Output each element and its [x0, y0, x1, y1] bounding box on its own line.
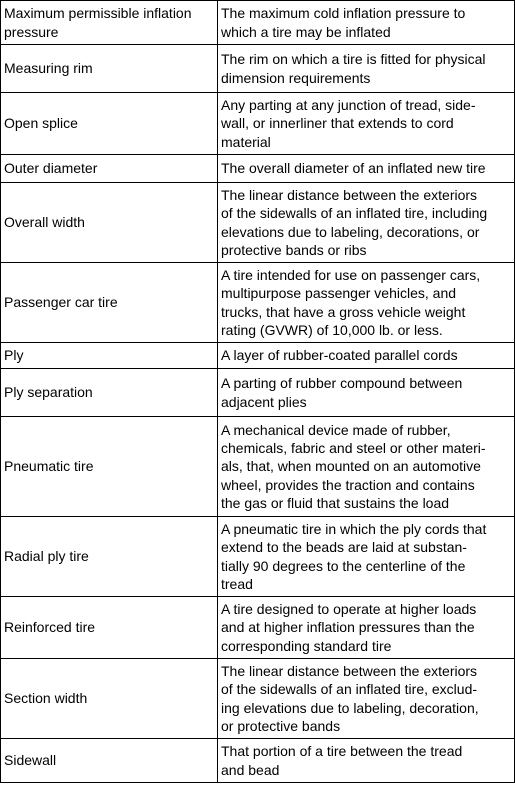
table-row	[1, 343, 515, 369]
term-cell	[1, 343, 218, 369]
definition-cell	[218, 739, 515, 783]
term-text: Pneumatic tire	[4, 458, 94, 475]
table-row	[1, 739, 515, 783]
term-cell	[1, 183, 218, 263]
table-row	[1, 155, 515, 183]
term-cell	[1, 369, 218, 417]
definition-cell	[218, 1, 515, 45]
definition-cell	[218, 517, 515, 597]
term-cell	[1, 45, 218, 93]
definition-cell	[218, 659, 515, 739]
definition-text: A parting of rubber compound between adjacent plies	[221, 375, 463, 410]
term-text: Radial ply tire	[4, 548, 89, 565]
table-row	[1, 45, 515, 93]
definition-text: A layer of rubber-coated parallel cords	[221, 347, 458, 364]
term-text: Overall width	[4, 214, 85, 231]
table-row	[1, 183, 515, 263]
term-text: Open splice	[4, 115, 78, 132]
definition-text: The linear distance between the exteriors of the sidewalls of an inflated tire, exclud- ing elevations due to labeling, decoration, or protective bands	[221, 662, 479, 734]
definition-text: A pneumatic tire in which the ply cords that extend to the beads are laid at substan- tially 90 degrees to the centerline of the tread	[221, 520, 487, 592]
term-text: Outer diameter	[4, 160, 98, 177]
table-row	[1, 417, 515, 517]
term-text: Measuring rim	[4, 60, 93, 77]
definition-cell	[218, 93, 515, 155]
term-cell	[1, 263, 218, 343]
term-text: Ply separation	[4, 384, 93, 401]
definition-text: Any parting at any junction of tread, side- wall, or innerliner that extends to cord material	[221, 97, 476, 150]
table-row	[1, 659, 515, 739]
term-cell	[1, 155, 218, 183]
definition-cell	[218, 263, 515, 343]
definition-cell	[218, 155, 515, 183]
definition-text: A tire designed to operate at higher loads and at higher inflation pressures than the corresponding standard tire	[221, 601, 477, 654]
definition-text: The maximum cold inflation pressure to which a tire may be inflated	[221, 5, 466, 40]
definition-text: A mechanical device made of rubber, chemicals, fabric and steel or other materi- als, that, when mounted on an automotive wheel, provides the traction and contains the gas or fluid that sustains the load	[221, 421, 486, 511]
term-text: Maximum permissible inflation pressure	[4, 5, 192, 40]
definition-cell	[218, 369, 515, 417]
definition-cell	[218, 45, 515, 93]
term-cell	[1, 739, 218, 783]
table-row	[1, 1, 515, 45]
table-row	[1, 597, 515, 659]
table-row	[1, 263, 515, 343]
term-text: Reinforced tire	[4, 619, 96, 636]
definition-cell	[218, 417, 515, 517]
term-cell	[1, 1, 218, 45]
definition-cell	[218, 597, 515, 659]
definition-text: That portion of a tire between the tread and bead	[221, 743, 463, 778]
definition-text: The overall diameter of an inflated new tire	[221, 160, 486, 177]
term-cell	[1, 417, 218, 517]
term-text: Ply	[4, 347, 24, 364]
definition-text: The rim on which a tire is fitted for physical dimension requirements	[221, 51, 486, 86]
term-cell	[1, 93, 218, 155]
term-text: Sidewall	[4, 752, 57, 769]
definition-text: A tire intended for use on passenger cars, multipurpose passenger vehicles, and trucks, that have a gross vehicle weight rating (GVWR) of 10,000 lb. or less.	[221, 266, 481, 338]
definition-cell	[218, 183, 515, 263]
term-text: Passenger car tire	[4, 294, 118, 311]
table-row	[1, 93, 515, 155]
term-text: Section width	[4, 690, 88, 707]
term-cell	[1, 517, 218, 597]
term-cell	[1, 659, 218, 739]
definition-cell	[218, 343, 515, 369]
table-row	[1, 369, 515, 417]
term-cell	[1, 597, 218, 659]
definition-text: The linear distance between the exteriors of the sidewalls of an inflated tire, including elevations due to labeling, decorations, or protective bands or ribs	[221, 186, 488, 258]
table-row	[1, 517, 515, 597]
